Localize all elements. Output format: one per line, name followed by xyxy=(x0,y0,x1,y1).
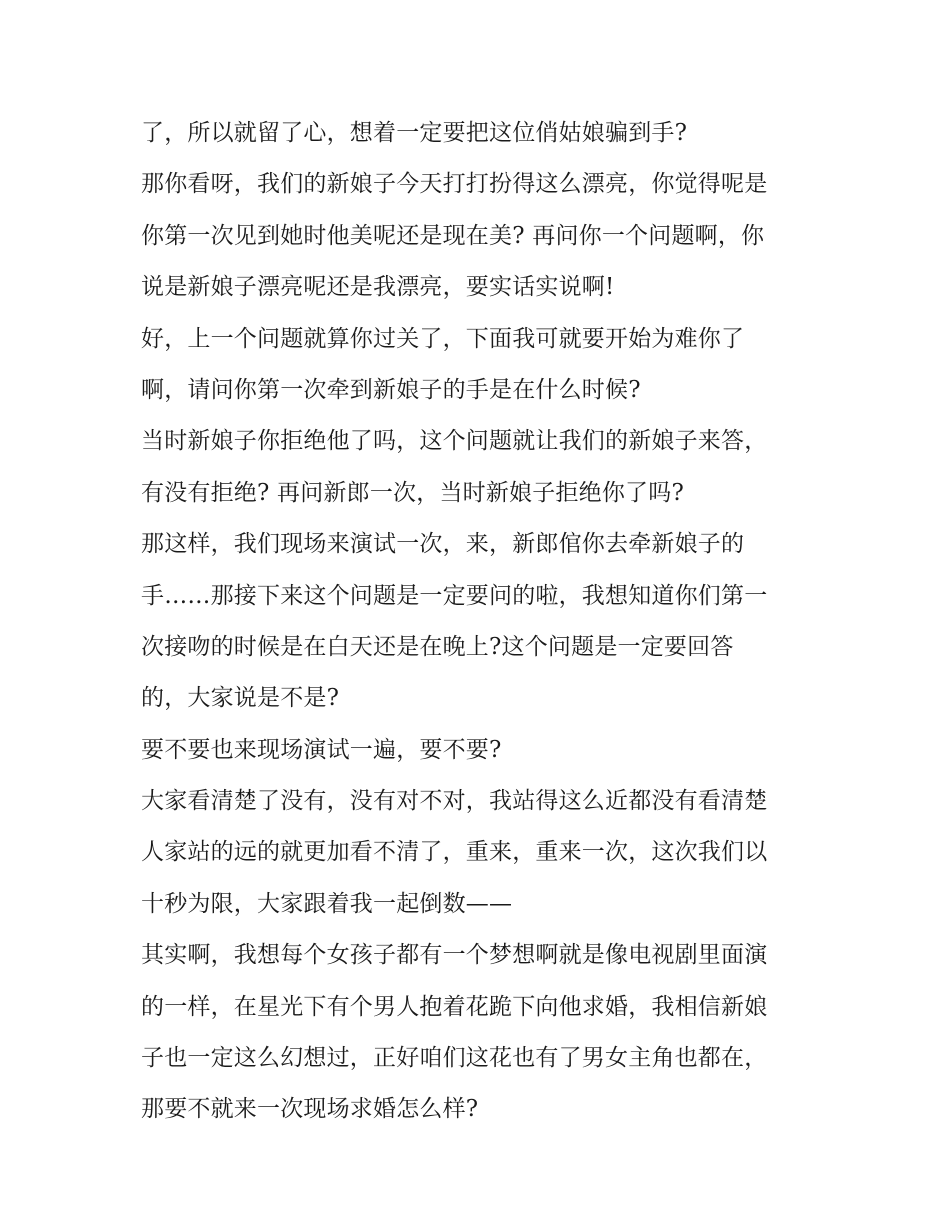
text-line: 那这样，我们现场来演试一次，来，新郎倌你去牵新娘子的 xyxy=(141,531,745,558)
text-line: 次接吻的时候是在白天还是在晚上?这个问题是一定要回答 xyxy=(141,633,734,660)
text-line: 要不要也来现场演试一遍，要不要? xyxy=(141,736,502,763)
text-line: 那要不就来一次现场求婚怎么样? xyxy=(141,1096,479,1123)
text-line: 人家站的远的就更加看不清了，重来，重来一次，这次我们以 xyxy=(141,839,768,866)
document-body xyxy=(141,108,821,1136)
text-line: 你第一次见到她时他美呢还是现在美? 再问你一个问题啊，你 xyxy=(141,222,765,249)
text-line: 有没有拒绝? 再问新郎一次，当时新娘子拒绝你了吗? xyxy=(141,479,684,506)
text-line: 大家看清楚了没有，没有对不对，我站得这么近都没有看清楚 xyxy=(141,788,768,815)
text-line: 当时新娘子你拒绝他了吗，这个问题就让我们的新娘子来答， xyxy=(141,428,768,455)
text-line: 了，所以就留了心，想着一定要把这位俏姑娘骗到手? xyxy=(141,120,688,146)
text-line: 好，上一个问题就算你过关了，下面我可就要开始为难你了 xyxy=(141,325,745,352)
text-line: 十秒为限，大家跟着我一起倒数—— xyxy=(141,890,513,917)
text-line: 说是新娘子漂亮呢还是我漂亮，要实话实说啊! xyxy=(141,274,615,301)
text-line: 手……那接下来这个问题是一定要问的啦，我想知道你们第一 xyxy=(141,582,768,609)
text-line: 其实啊，我想每个女孩子都有一个梦想啊就是像电视剧里面演 xyxy=(141,942,768,969)
text-line: 子也一定这么幻想过，正好咱们这花也有了男女主角也都在， xyxy=(141,1045,768,1072)
text-line: 的，大家说是不是? xyxy=(141,685,340,712)
text-line: 那你看呀，我们的新娘子今天打打扮得这么漂亮，你觉得呢是 xyxy=(141,171,768,198)
text-line: 的一样，在星光下有个男人抱着花跪下向他求婚，我相信新娘 xyxy=(141,993,768,1020)
text-line: 啊，请问你第一次牵到新娘子的手是在什么时候? xyxy=(141,376,641,403)
